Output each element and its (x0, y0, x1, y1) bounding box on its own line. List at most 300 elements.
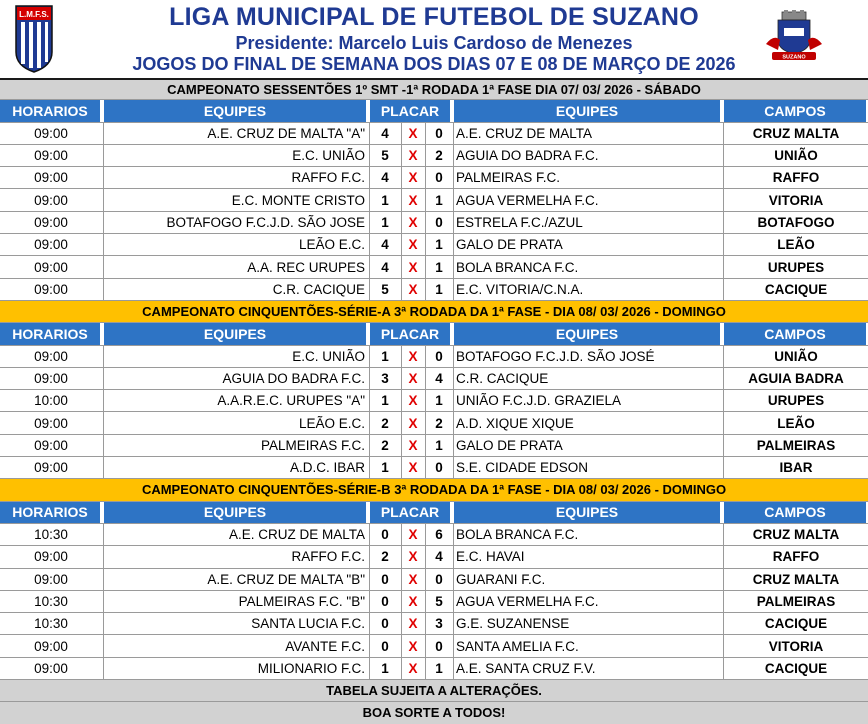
column-divider (369, 167, 370, 188)
game-field: CRUZ MALTA (752, 125, 840, 141)
home-team: RAFFO F.C. (291, 549, 365, 565)
column-divider (369, 212, 370, 233)
game-time: 10:30 (34, 616, 68, 632)
game-row (0, 279, 868, 301)
column-divider (369, 635, 370, 656)
column-divider (723, 145, 724, 166)
game-field: UNIÃO (774, 148, 818, 164)
game-field: CACIQUE (764, 281, 828, 297)
column-divider (103, 591, 104, 612)
home-score: 1 (381, 660, 389, 676)
away-score: 0 (435, 638, 443, 654)
column-divider (103, 279, 104, 300)
home-score: 2 (381, 415, 389, 431)
game-field: RAFFO (772, 170, 820, 186)
column-divider (425, 346, 426, 367)
column-divider (453, 167, 454, 188)
game-row (0, 189, 868, 211)
championship-title: CAMPEONATO CINQUENTÕES-SÉRIE-A 3ª RODADA DA 1ª FASE - DIA 08/ 03/ 2026 - DOMINGO (142, 304, 726, 320)
column-divider (425, 390, 426, 411)
game-time: 09:00 (34, 371, 68, 386)
away-team: GALO DE PRATA (456, 437, 563, 453)
away-team: UNIÃO F.C.J.D. GRAZIELA (456, 393, 622, 409)
column-divider (425, 635, 426, 656)
column-divider (723, 613, 724, 634)
header-field: CAMPOS (724, 100, 868, 121)
column-divider (369, 234, 370, 255)
home-team: BOTAFOGO F.C.J.D. SÃO JOSE (166, 214, 365, 230)
column-divider (425, 189, 426, 210)
away-team: BOTAFOGO F.C.J.D. SÃO JOSÉ (456, 348, 655, 364)
column-divider (103, 613, 104, 634)
column-divider (453, 412, 454, 433)
home-score: 5 (381, 148, 389, 164)
versus-mark: X (408, 170, 418, 186)
page-title: LIGA MUNICIPAL DE FUTEBOL DE SUZANO (169, 3, 699, 31)
game-field: LEÃO (777, 237, 815, 253)
column-divider (103, 546, 104, 567)
header-time: HORARIOS (0, 502, 102, 523)
column-divider (723, 435, 724, 456)
game-row (0, 457, 868, 479)
home-score: 4 (381, 125, 389, 141)
column-divider (103, 390, 104, 411)
home-team: A.D.C. IBAR (289, 460, 365, 476)
column-divider (369, 591, 370, 612)
column-divider (425, 145, 426, 166)
game-field: AGUIA BADRA (748, 371, 844, 386)
column-divider (369, 524, 370, 545)
column-divider (453, 256, 454, 277)
game-field: VITORIA (768, 192, 824, 208)
away-team: GALO DE PRATA (456, 237, 563, 253)
column-divider (425, 412, 426, 433)
column-divider (723, 167, 724, 188)
game-field: CRUZ MALTA (752, 527, 840, 543)
column-divider (453, 546, 454, 567)
away-score: 1 (435, 437, 443, 453)
header-home-team: EQUIPES (104, 502, 368, 523)
column-divider (103, 569, 104, 590)
column-divider (453, 368, 454, 389)
away-team: BOLA BRANCA F.C. (456, 527, 579, 543)
game-row (0, 569, 868, 591)
column-divider (453, 145, 454, 166)
games-subtitle: JOGOS DO FINAL DE SEMANA DOS DIAS 07 E 08 DE MARÇO DE 2026 (132, 54, 736, 74)
home-score: 3 (381, 371, 389, 386)
column-divider (103, 234, 104, 255)
home-score: 0 (381, 616, 389, 632)
game-field: CRUZ MALTA (752, 571, 840, 587)
page-header (0, 0, 868, 78)
column-divider (453, 569, 454, 590)
versus-mark: X (408, 371, 418, 386)
column-divider (723, 412, 724, 433)
column-divider (103, 524, 104, 545)
column-divider (401, 412, 402, 433)
versus-mark: X (408, 571, 418, 587)
column-divider (723, 457, 724, 478)
column-divider (369, 658, 370, 679)
header-score: PLACAR (370, 323, 452, 344)
home-score: 4 (381, 170, 389, 186)
column-divider (103, 635, 104, 656)
header-time: HORARIOS (0, 323, 102, 344)
home-score: 0 (381, 638, 389, 654)
column-divider (103, 412, 104, 433)
column-divider (453, 635, 454, 656)
game-field: IBAR (779, 460, 813, 476)
home-team: LEÃO E.C. (298, 237, 365, 253)
column-divider (401, 390, 402, 411)
column-divider (369, 368, 370, 389)
column-divider (401, 234, 402, 255)
column-header-row (0, 100, 868, 122)
game-time: 09:00 (34, 214, 68, 230)
home-team: AGUIA DO BADRA F.C. (222, 371, 365, 386)
column-divider (723, 390, 724, 411)
away-score: 2 (435, 415, 443, 431)
column-divider (369, 256, 370, 277)
versus-mark: X (408, 348, 418, 364)
column-divider (103, 167, 104, 188)
away-team: PALMEIRAS F.C. (456, 170, 561, 186)
column-header-row (0, 502, 868, 524)
away-team: A.E. CRUZ DE MALTA (456, 125, 593, 141)
home-team: A.E. CRUZ DE MALTA "A" (207, 125, 365, 141)
column-divider (425, 569, 426, 590)
home-team: E.C. UNIÃO (292, 348, 365, 364)
game-row (0, 546, 868, 568)
away-score: 1 (435, 259, 443, 275)
column-divider (723, 123, 724, 144)
home-team: C.R. CACIQUE (272, 281, 365, 297)
column-divider (103, 368, 104, 389)
home-score: 4 (381, 237, 389, 253)
game-time: 09:00 (34, 125, 68, 141)
game-field: PALMEIRAS (756, 437, 836, 453)
column-divider (453, 591, 454, 612)
header-away-team: EQUIPES (454, 502, 722, 523)
home-team: PALMEIRAS F.C. (260, 437, 365, 453)
column-divider (401, 256, 402, 277)
header-score: PLACAR (370, 502, 452, 523)
home-score: 1 (381, 348, 389, 364)
column-divider (425, 234, 426, 255)
column-divider (369, 123, 370, 144)
versus-mark: X (408, 549, 418, 565)
home-team: PALMEIRAS F.C. "B" (238, 593, 365, 609)
president-line: Presidente: Marcelo Luis Cardoso de Menezes (235, 33, 633, 53)
versus-mark: X (408, 125, 418, 141)
away-team: A.E. SANTA CRUZ F.V. (456, 660, 596, 676)
versus-mark: X (408, 616, 418, 632)
away-team: SANTA AMELIA F.C. (456, 638, 579, 654)
home-score: 1 (381, 393, 389, 409)
column-divider (103, 658, 104, 679)
header-score: PLACAR (370, 100, 452, 121)
away-score: 0 (435, 460, 443, 476)
home-score: 1 (381, 214, 389, 230)
championship-banner (0, 78, 868, 100)
game-row (0, 524, 868, 546)
versus-mark: X (408, 415, 418, 431)
column-divider (401, 368, 402, 389)
column-divider (103, 212, 104, 233)
column-divider (369, 189, 370, 210)
away-score: 1 (435, 660, 443, 676)
header-home-team: EQUIPES (104, 100, 368, 121)
column-divider (723, 346, 724, 367)
home-score: 0 (381, 593, 389, 609)
away-score: 0 (435, 214, 443, 230)
column-header-row (0, 323, 868, 345)
game-row (0, 658, 868, 680)
header-field: CAMPOS (724, 323, 868, 344)
column-divider (425, 368, 426, 389)
versus-mark: X (408, 192, 418, 208)
away-score: 4 (435, 549, 443, 565)
home-team: LEÃO E.C. (298, 415, 365, 431)
column-divider (425, 591, 426, 612)
away-team: E.C. VITORIA/C.N.A. (456, 281, 584, 297)
column-divider (401, 635, 402, 656)
game-time: 09:00 (34, 571, 68, 587)
away-team: BOLA BRANCA F.C. (456, 259, 579, 275)
home-score: 5 (381, 281, 389, 297)
versus-mark: X (408, 281, 418, 297)
column-divider (103, 346, 104, 367)
away-score: 0 (435, 348, 443, 364)
championship-banner (0, 479, 868, 501)
away-team: AGUIA DO BADRA F.C. (456, 148, 599, 164)
column-divider (723, 658, 724, 679)
away-team: E.C. HAVAI (456, 549, 525, 565)
home-score: 0 (381, 527, 389, 543)
footer-greeting: BOA SORTE A TODOS! (362, 705, 506, 721)
header-field: CAMPOS (724, 502, 868, 523)
column-divider (103, 256, 104, 277)
column-divider (369, 346, 370, 367)
home-team: A.E. CRUZ DE MALTA "B" (207, 571, 365, 587)
column-divider (401, 189, 402, 210)
column-divider (723, 524, 724, 545)
game-time: 09:00 (34, 170, 68, 186)
away-score: 0 (435, 170, 443, 186)
schedule-table (0, 78, 868, 724)
game-time: 09:00 (34, 660, 68, 676)
versus-mark: X (408, 214, 418, 230)
home-team: SANTA LUCIA F.C. (251, 616, 365, 632)
column-divider (453, 123, 454, 144)
game-field: PALMEIRAS (756, 593, 836, 609)
column-divider (401, 591, 402, 612)
logo-left-text: L.M.F.S. (19, 10, 49, 19)
game-time: 09:00 (34, 460, 68, 476)
away-score: 1 (435, 281, 443, 297)
game-time: 09:00 (34, 549, 68, 565)
column-divider (369, 613, 370, 634)
column-divider (453, 390, 454, 411)
away-score: 1 (435, 192, 443, 208)
column-divider (453, 279, 454, 300)
footer-notice-row (0, 680, 868, 702)
home-score: 4 (381, 259, 389, 275)
column-divider (723, 234, 724, 255)
column-divider (103, 435, 104, 456)
game-row (0, 390, 868, 412)
home-score: 2 (381, 437, 389, 453)
column-divider (425, 546, 426, 567)
column-divider (401, 212, 402, 233)
away-team: AGUA VERMELHA F.C. (456, 593, 599, 609)
game-field: CACIQUE (764, 616, 828, 632)
column-divider (723, 591, 724, 612)
city-coat-of-arms-logo (762, 10, 826, 62)
away-score: 6 (435, 527, 443, 543)
game-field: URUPES (767, 259, 825, 275)
column-divider (723, 635, 724, 656)
column-divider (401, 145, 402, 166)
game-field: UNIÃO (774, 348, 818, 364)
column-divider (723, 189, 724, 210)
away-score: 5 (435, 593, 443, 609)
column-divider (723, 569, 724, 590)
column-divider (401, 658, 402, 679)
column-divider (425, 256, 426, 277)
column-divider (103, 189, 104, 210)
home-team: MILIONARIO F.C. (257, 660, 365, 676)
home-team: A.A.R.E.C. URUPES "A" (217, 393, 365, 409)
column-divider (401, 457, 402, 478)
game-row (0, 167, 868, 189)
column-divider (369, 457, 370, 478)
column-divider (369, 412, 370, 433)
game-time: 09:00 (34, 437, 68, 453)
game-field: CACIQUE (764, 660, 828, 676)
column-divider (103, 123, 104, 144)
column-divider (425, 435, 426, 456)
championship-banner (0, 301, 868, 323)
game-time: 09:00 (34, 192, 68, 208)
column-divider (425, 524, 426, 545)
game-time: 09:00 (34, 348, 68, 364)
column-divider (453, 524, 454, 545)
game-time: 09:00 (34, 638, 68, 654)
away-team: GUARANI F.C. (456, 571, 546, 587)
away-team: S.E. CIDADE EDSON (456, 460, 589, 476)
column-divider (453, 234, 454, 255)
game-row (0, 123, 868, 145)
column-divider (425, 212, 426, 233)
game-field: URUPES (767, 393, 825, 409)
game-field: LEÃO (777, 415, 815, 431)
column-divider (453, 613, 454, 634)
away-score: 1 (435, 393, 443, 409)
footer-greeting-row (0, 702, 868, 724)
versus-mark: X (408, 527, 418, 543)
versus-mark: X (408, 660, 418, 676)
game-field: RAFFO (772, 549, 820, 565)
game-field: BOTAFOGO (757, 214, 835, 230)
home-score: 2 (381, 549, 389, 565)
away-score: 3 (435, 616, 443, 632)
game-row (0, 613, 868, 635)
column-divider (369, 145, 370, 166)
footer-notice: TABELA SUJEITA A ALTERAÇÕES. (326, 683, 542, 699)
game-time: 10:30 (34, 527, 68, 543)
home-team: RAFFO F.C. (291, 170, 365, 186)
header-home-team: EQUIPES (104, 323, 368, 344)
column-divider (425, 658, 426, 679)
home-score: 1 (381, 192, 389, 208)
column-divider (369, 546, 370, 567)
game-time: 09:00 (34, 259, 68, 275)
column-divider (401, 569, 402, 590)
versus-mark: X (408, 437, 418, 453)
game-row (0, 234, 868, 256)
header-away-team: EQUIPES (454, 100, 722, 121)
column-divider (425, 123, 426, 144)
away-score: 2 (435, 148, 443, 164)
column-divider (723, 546, 724, 567)
column-divider (369, 279, 370, 300)
home-score: 1 (381, 460, 389, 476)
game-time: 09:00 (34, 415, 68, 431)
column-divider (401, 524, 402, 545)
header-time: HORARIOS (0, 100, 102, 121)
header-away-team: EQUIPES (454, 323, 722, 344)
game-row (0, 591, 868, 613)
away-score: 0 (435, 571, 443, 587)
home-team: E.C. MONTE CRISTO (231, 192, 365, 208)
column-divider (453, 212, 454, 233)
game-time: 09:00 (34, 148, 68, 164)
column-divider (425, 613, 426, 634)
column-divider (723, 256, 724, 277)
versus-mark: X (408, 259, 418, 275)
game-row (0, 635, 868, 657)
column-divider (453, 457, 454, 478)
column-divider (369, 569, 370, 590)
game-time: 10:00 (34, 393, 68, 409)
versus-mark: X (408, 638, 418, 654)
home-score: 0 (381, 571, 389, 587)
column-divider (103, 145, 104, 166)
column-divider (401, 346, 402, 367)
column-divider (453, 346, 454, 367)
game-field: VITORIA (768, 638, 824, 654)
column-divider (723, 368, 724, 389)
column-divider (401, 123, 402, 144)
versus-mark: X (408, 593, 418, 609)
game-row (0, 412, 868, 434)
column-divider (723, 279, 724, 300)
game-row (0, 256, 868, 278)
column-divider (401, 279, 402, 300)
column-divider (425, 167, 426, 188)
home-team: A.E. CRUZ DE MALTA (228, 527, 365, 543)
away-score: 0 (435, 125, 443, 141)
versus-mark: X (408, 148, 418, 164)
column-divider (425, 279, 426, 300)
away-team: ESTRELA F.C./AZUL (456, 214, 583, 230)
logo-right-text: SUZANO (782, 54, 806, 61)
column-divider (401, 435, 402, 456)
away-team: A.D. XIQUE XIQUE (456, 415, 574, 431)
away-team: C.R. CACIQUE (456, 371, 549, 386)
column-divider (369, 390, 370, 411)
